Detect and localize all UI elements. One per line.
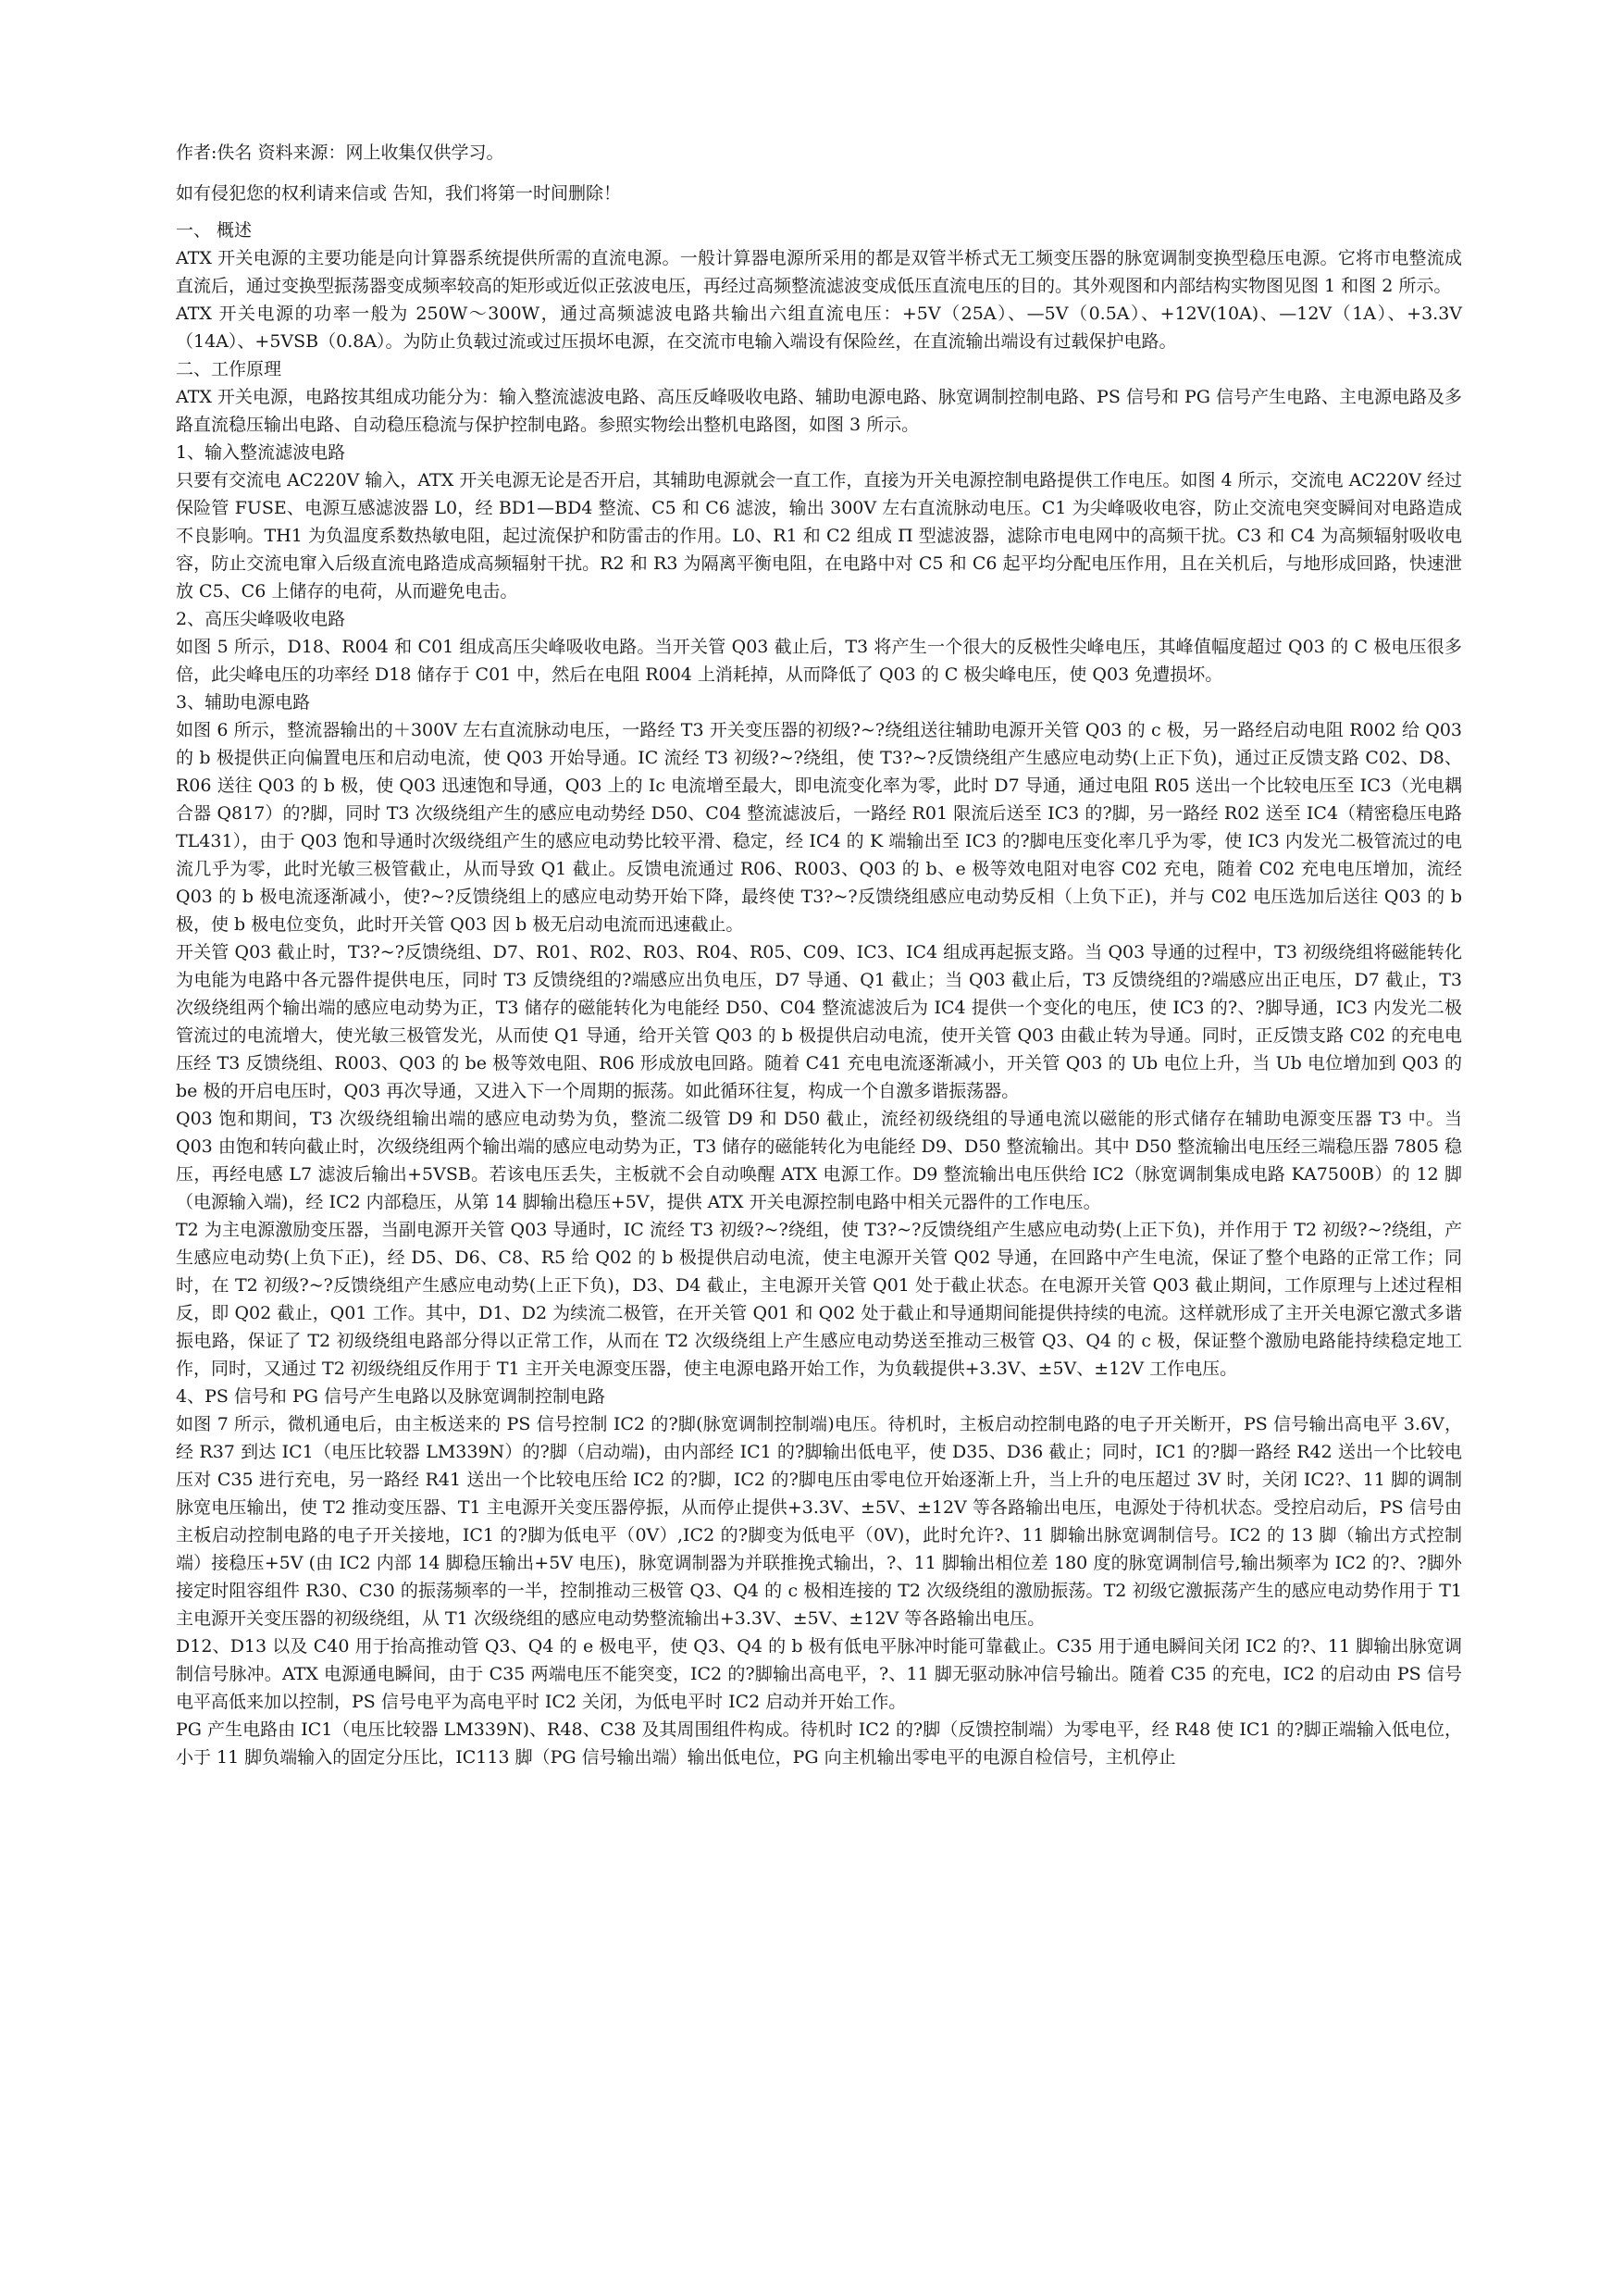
body-paragraph: 如图 7 所示，微机通电后，由主板送来的 PS 信号控制 IC2 的?脚(脉宽调制控制端)电压。待机时，主板启动控制电路的电子开关断开，PS 信号输出高电平 3.6V，经 R37 到达 IC1（电压比较器 LM339N）的?脚（启动端)，由内部经 IC1 的?脚输出低电平，使 D35、D36 截止；同时，IC1 的?脚一路经 R42 送出一个比较电压对 C35 进行充电，另一路经 R41 送出一个比较电压给 IC2 的?脚，IC2 的?脚电压由零电位开始逐渐上升，当上升的电压超过 3V 时，关闭 IC2?、11 脚的调制脉宽电压输出，使 T2 推动变压器、T1 主电源开关变压器停振，从而停止提供+3.3V、±5V、±12V 等各路输出电压，电源处于待机状态。受控启动后，PS 信号由主板启动控制电路的电子开关接地，IC1 的?脚为低电平（0V）,IC2 的?脚变为低电平（0V)，此时允许?、11 脚输出脉宽调制信号。IC2 的 13 脚（输出方式控制端）接稳压+5V (由 IC2 内部 14 脚稳压输出+5V 电压)，脉宽调制器为并联推挽式输出，?、11 脚输出相位差 180 度的脉宽调制信号,输出频率为 IC2 的?、?脚外接定时阻容组件 R30、C30 的振荡频率的一半，控制推动三极管 Q3、Q4 的 c 极相连接的 T2 次级绕组的激励振荡。T2 初级它激振荡产生的感应电动势作用于 T1 主电源开关变压器的初级绕组，从 T1 次级绕组的感应电动势整流输出+3.3V、±5V、±12V 等各路输出电压。 (176, 1414, 1462, 1629)
body-paragraph: 如图 6 所示，整流器输出的＋300V 左右直流脉动电压，一路经 T3 开关变压器的初级?~?绕组送往辅助电源开关管 Q03 的 c 极，另一路经启动电阻 R002 给 Q03 的 b 极提供正向偏置电压和启动电流，使 Q03 开始导通。IC 流经 T3 初级?~?绕组，使 T3?~?反馈绕组产生感应电动势(上正下负)，通过正反馈支路 C02、D8、R06 送往 Q03 的 b 极，使 Q03 迅速饱和导通，Q03 上的 Ic 电流增至最大，即电流变化率为零，此时 D7 导通，通过电阻 R05 送出一个比较电压至 IC3（光电耦合器 Q817）的?脚，同时 T3 次级绕组产生的感应电动势经 D50、C04 整流滤波后，一路经 R01 限流后送至 IC3 的?脚，另一路经 R02 送至 IC4（精密稳压电路 TL431），由于 Q03 饱和导通时次级绕组产生的感应电动势比较平滑、稳定，经 IC4 的 K 端输出至 IC3 的?脚电压变化率几乎为零，使 IC3 内发光二极管流过的电流几乎为零，此时光敏三极管截止，从而导致 Q1 截止。反馈电流通过 R06、R003、Q03 的 b、e 极等效电阻对电容 C02 充电，随着 C02 充电电压增加，流经 Q03 的 b 极电流逐渐减小，使?~?反馈绕组上的感应电动势开始下降，最终使 T3?~?反馈绕组感应电动势反相（上负下正)，并与 C02 电压选加后送往 Q03 的 b 极，使 b 极电位变负，此时开关管 Q03 因 b 极无启动电流而迅速截止。 (176, 720, 1462, 935)
section-heading: 3、辅助电源电路 (176, 692, 311, 713)
document-page (176, 139, 1462, 1771)
document-body (176, 217, 1462, 1771)
section-heading: 1、输入整流滤波电路 (176, 442, 346, 463)
body-paragraph: ATX 开关电源的主要功能是向计算器系统提供所需的直流电源。一般计算器电源所采用的都是双管半桥式无工频变压器的脉宽调制变换型稳压电源。它将市电整流成直流后，通过变换型振荡器变成频率较高的矩形或近似正弦波电压，再经过高频整流滤波变成低压直流电压的目的。其外观图和内部结构实物图见图 1 和图 2 所示。 (176, 248, 1462, 296)
notice-line: 如有侵犯您的权利请来信或 告知，我们将第一时间删除！ (176, 183, 622, 204)
section-heading: 二、工作原理 (176, 359, 282, 379)
body-paragraph: 开关管 Q03 截止时，T3?~?反馈绕组、D7、R01、R02、R03、R04、R05、C09、IC3、IC4 组成再起振支路。当 Q03 导通的过程中，T3 初级绕组将磁能转化为电能为电路中各元器件提供电压，同时 T3 反馈绕组的?端感应出负电压，D7 导通、Q1 截止；当 Q03 截止后，T3 反馈绕组的?端感应出正电压，D7 截止，T3 次级绕组两个输出端的感应电动势为正，T3 储存的磁能转化为电能经 D50、C04 整流滤波后为 IC4 提供一个变化的电压，使 IC3 的?、?脚导通，IC3 内发光二极管流过的电流增大，使光敏三极管发光，从而使 Q1 导通，给开关管 Q03 的 b 极提供启动电流，使开关管 Q03 由截止转为导通。同时，正反馈支路 C02 的充电电压经 T3 反馈绕组、R003、Q03 的 be 极等效电阻、R06 形成放电回路。随着 C41 充电电流逐渐减小，开关管 Q03 的 Ub 电位上升，当 Ub 电位增加到 Q03 的 be 极的开启电压时，Q03 再次导通，又进入下一个周期的振荡。如此循环往复，构成一个自激多谐振荡器。 (176, 942, 1462, 1101)
body-paragraph: D12、D13 以及 C40 用于抬高推动管 Q3、Q4 的 e 极电平，使 Q3、Q4 的 b 极有低电平脉冲时能可靠截止。C35 用于通电瞬间关闭 IC2 的?、11 脚输出脉宽调制信号脉冲。ATX 电源通电瞬间，由于 C35 两端电压不能突变，IC2 的?脚输出高电平，?、11 脚无驱动脉冲信号输出。随着 C35 的充电，IC2 的启动由 PS 信号电平高低来加以控制，PS 信号电平为高电平时 IC2 关闭，为低电平时 IC2 启动并开始工作。 (176, 1636, 1462, 1712)
body-paragraph: T2 为主电源激励变压器，当副电源开关管 Q03 导通时，IC 流经 T3 初级?~?绕组，使 T3?~?反馈绕组产生感应电动势(上正下负)，并作用于 T2 初级?~?绕组，产生感应电动势(上负下正)，经 D5、D6、C8、R5 给 Q02 的 b 极提供启动电流，使主电源开关管 Q02 导通，在回路中产生电流，保证了整个电路的正常工作；同时，在 T2 初级?~?反馈绕组产生感应电动势(上正下负)，D3、D4 截止，主电源开关管 Q01 处于截止状态。在电源开关管 Q03 截止期间，工作原理与上述过程相反，即 Q02 截止，Q01 工作。其中，D1、D2 为续流二极管，在开关管 Q01 和 Q02 处于截止和导通期间能提供持续的电流。这样就形成了主开关电源它激式多谐振电路，保证了 T2 初级绕组电路部分得以正常工作，从而在 T2 次级绕组上产生感应电动势送至推动三极管 Q3、Q4 的 c 极，保证整个激励电路能持续稳定地工作，同时，又通过 T2 初级绕组反作用于 T1 主开关电源变压器，使主电源电路开始工作，为负载提供+3.3V、±5V、±12V 工作电压。 (176, 1220, 1462, 1379)
author-line: 作者:佚名 资料来源：网上收集仅供学习。 (176, 143, 504, 163)
body-paragraph: PG 产生电路由 IC1（电压比较器 LM339N)、R48、C38 及其周围组件构成。待机时 IC2 的?脚（反馈控制端）为零电平，经 R48 使 IC1 的?脚正端输入低电位，小于 11 脚负端输入的固定分压比，IC113 脚（PG 信号输出端）输出低电位，PG 向主机输出零电平的电源自检信号，主机停止 (176, 1719, 1462, 1768)
body-paragraph: ATX 开关电源的功率一般为 250W～300W，通过高频滤波电路共输出六组直流电压：+5V（25A）、—5V（0.5A）、+12V(10A)、—12V（1A）、+3.3V（14A）、+5VSB（0.8A）。为防止负载过流或过压损坏电源，在交流市电输入端设有保险丝，在直流输出端设有过载保护电路。 (176, 304, 1462, 352)
section-heading: 4、PS 信号和 PG 信号产生电路以及脉宽调制控制电路 (176, 1386, 605, 1407)
body-paragraph: 如图 5 所示，D18、R004 和 C01 组成高压尖峰吸收电路。当开关管 Q03 截止后，T3 将产生一个很大的反极性尖峰电压，其峰值幅度超过 Q03 的 C 极电压很多倍，此尖峰电压的功率经 D18 储存于 C01 中，然后在电阻 R004 上消耗掉，从而降低了 Q03 的 C 极尖峰电压，使 Q03 免遭损坏。 (176, 637, 1462, 685)
section-heading: 一、 概述 (176, 220, 253, 241)
body-paragraph: Q03 饱和期间，T3 次级绕组输出端的感应电动势为负，整流二级管 D9 和 D50 截止，流经初级绕组的导通电流以磁能的形式储存在辅助电源变压器 T3 中。当 Q03 由饱和转向截止时，次级绕组两个输出端的感应电动势为正，T3 储存的磁能转化为电能经 D9、D50 整流输出。其中 D50 整流输出电压经三端稳压器 7805 稳压，再经电感 L7 滤波后输出+5VSB。若该电压丢失，主板就不会自动唤醒 ATX 电源工作。D9 整流输出电压供给 IC2（脉宽调制集成电路 KA7500B）的 12 脚（电源输入端)，经 IC2 内部稳压，从第 14 脚输出稳压+5V，提供 ATX 开关电源控制电路中相关元器件的工作电压。 (176, 1109, 1462, 1212)
body-paragraph: 只要有交流电 AC220V 输入，ATX 开关电源无论是否开启，其辅助电源就会一直工作，直接为开关电源控制电路提供工作电压。如图 4 所示，交流电 AC220V 经过保险管 FUSE、电源互感滤波器 L0，经 BD1—BD4 整流、C5 和 C6 滤波，输出 300V 左右直流脉动电压。C1 为尖峰吸收电容，防止交流电突变瞬间对电路造成不良影响。TH1 为负温度系数热敏电阻，起过流保护和防雷击的作用。L0、R1 和 C2 组成 Π 型滤波器，滤除市电电网中的高频干扰。C3 和 C4 为高频辐射吸收电容，防止交流电窜入后级直流电路造成高频辐射干扰。R2 和 R3 为隔离平衡电阻，在电路中对 C5 和 C6 起平均分配电压作用，且在关机后，与地形成回路，快速泄放 C5、C6 上储存的电荷，从而避免电击。 (176, 470, 1462, 602)
section-heading: 2、高压尖峰吸收电路 (176, 609, 346, 629)
body-paragraph: ATX 开关电源，电路按其组成功能分为：输入整流滤波电路、高压反峰吸收电路、辅助电源电路、脉宽调制控制电路、PS 信号和 PG 信号产生电路、主电源电路及多路直流稳压输出电路、自动稳压稳流与保护控制电路。参照实物绘出整机电路图，如图 3 所示。 (176, 387, 1462, 435)
